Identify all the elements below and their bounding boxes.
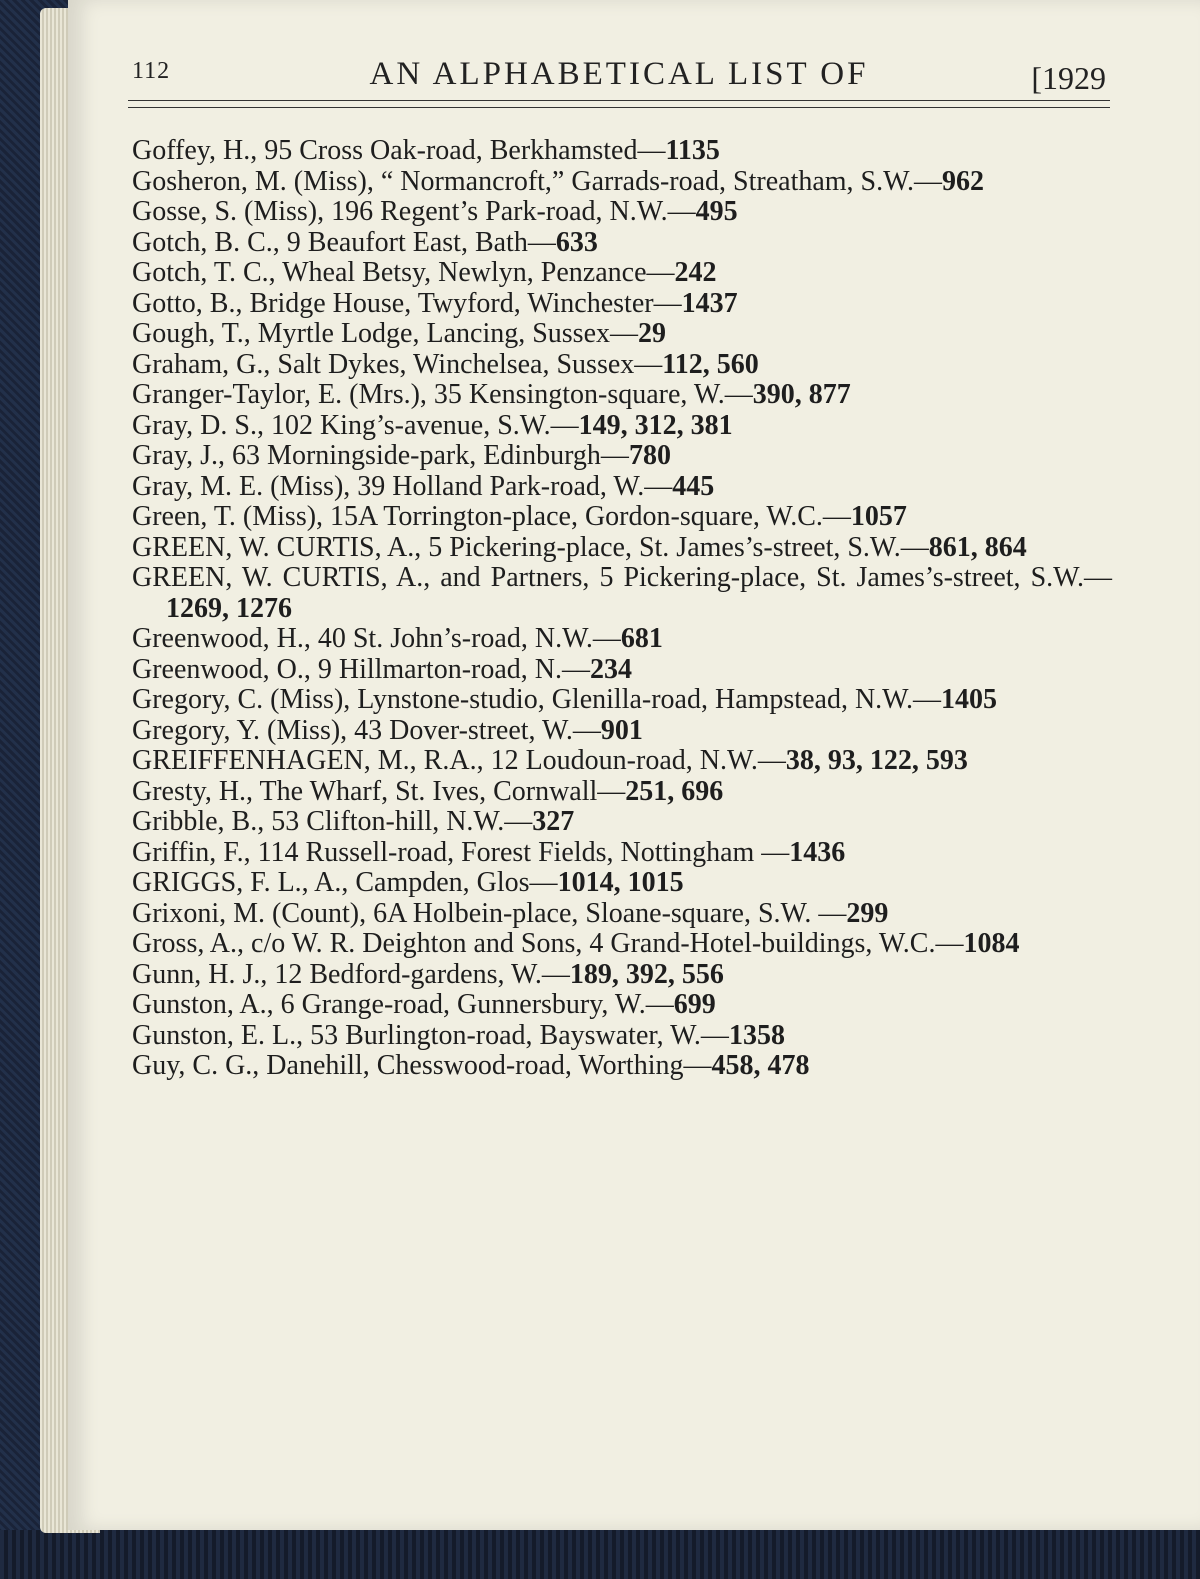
entry-text: Griffin, F., 114 Russell-road, Forest Fields, Nottingham — [132, 836, 790, 868]
list-item [132, 624, 1112, 655]
entry-text: Guy, C. G., Danehill, Chesswood-road, Worthing— [132, 1050, 712, 1081]
list-item [132, 746, 1112, 777]
entry-references: 962 [942, 165, 984, 197]
list-item [132, 838, 1112, 869]
list-item [132, 228, 1112, 259]
entry-references: 242 [674, 257, 717, 288]
entry-text: Granger-Taylor, E. (Mrs.), 35 Kensington-square, W.— [132, 379, 753, 410]
entry-text: GREEN, W. CURTIS, A., and Partners, 5 Pickering-place, St. James’s-street, S.W.— [132, 562, 1112, 593]
entry-text: Gresty, H., The Wharf, St. Ives, Cornwall— [132, 775, 626, 807]
entry-references: 1436 [789, 836, 846, 868]
entry-references: 861, 864 [928, 531, 1027, 563]
entry-references: 681 [620, 623, 663, 654]
list-item [132, 716, 1112, 747]
list-item [132, 868, 1112, 899]
entry-references: 1084 [963, 928, 1020, 959]
entry-references: 780 [628, 440, 671, 471]
entry-text: Gribble, B., 53 Clifton-hill, N.W.— [132, 806, 533, 837]
entry-text: Gunn, H. J., 12 Bedford-gardens, W.— [132, 958, 570, 990]
list-item [132, 441, 1112, 472]
header-year: [1929 [1031, 60, 1106, 96]
page-title: AN ALPHABETICAL LIST OF [369, 56, 869, 92]
entry-text: Gosheron, M. (Miss), “ Normancroft,” Garrads-road, Streatham, S.W.— [132, 165, 942, 197]
list-item [132, 1051, 1112, 1082]
entry-text: Gosse, S. (Miss), 196 Regent’s Park-road, N.W.— [132, 196, 696, 227]
list-item [132, 899, 1112, 930]
entry-text: Gotch, B. C., 9 Beaufort East, Bath— [132, 226, 556, 258]
list-item [132, 655, 1112, 686]
entry-text: Gotch, T. C., Wheal Betsy, Newlyn, Penzance— [132, 257, 675, 288]
entry-text: Grixoni, M. (Count), 6A Holbein-place, Sloane-square, S.W. — [132, 897, 847, 929]
entry-references: 1437 [681, 287, 738, 319]
entry-text: Gunston, E. L., 53 Burlington-road, Bayswater, W.— [132, 1019, 729, 1051]
entry-references: 1358 [728, 1019, 785, 1051]
entry-text: Gray, J., 63 Morningside-park, Edinburgh— [132, 440, 629, 471]
list-item [132, 350, 1112, 381]
list-item [132, 533, 1112, 564]
entry-references: 445 [672, 470, 715, 502]
list-item [132, 685, 1112, 716]
header-double-rule [128, 100, 1110, 108]
entry-list [132, 136, 1112, 1082]
list-item [132, 960, 1112, 991]
list-item [132, 289, 1112, 320]
list-item [132, 990, 1112, 1021]
entry-text: Gregory, C. (Miss), Lynstone-studio, Glenilla-road, Hampstead, N.W.— [132, 684, 942, 715]
list-item [132, 167, 1112, 198]
entry-references: 458, 478 [711, 1050, 810, 1081]
entry-text: GRIGGS, F. L., A., Campden, Glos— [132, 867, 558, 898]
entry-references: 633 [555, 226, 598, 258]
entry-text: Gotto, B., Bridge House, Twyford, Winchester— [132, 287, 682, 319]
entry-text: Green, T. (Miss), 15A Torrington-place, Gordon-square, W.C.— [132, 501, 851, 532]
list-item [132, 258, 1112, 289]
entry-text: Gunston, A., 6 Grange-road, Gunnersbury, W.— [132, 989, 674, 1020]
entry-references: 495 [695, 196, 738, 227]
entry-text: Gross, A., c/o W. R. Deighton and Sons, 4 Grand-Hotel-buildings, W.C.— [132, 928, 964, 959]
entry-references: 699 [673, 989, 716, 1020]
list-item [132, 777, 1112, 808]
book-cover-bottom-edge [0, 1530, 1200, 1579]
list-item [132, 807, 1112, 838]
entry-text: Gough, T., Myrtle Lodge, Lancing, Sussex— [132, 318, 639, 349]
entry-references: 390, 877 [752, 379, 851, 410]
entry-text: Gregory, Y. (Miss), 43 Dover-street, W.— [132, 714, 601, 746]
entry-text: GREEN, W. CURTIS, A., 5 Pickering-place, St. James’s-street, S.W.— [132, 531, 929, 563]
list-item [132, 319, 1112, 350]
entry-references: 251, 696 [625, 775, 724, 807]
entry-text: Gray, M. E. (Miss), 39 Holland Park-road, W.— [132, 470, 673, 502]
list-item [132, 502, 1112, 533]
entry-text: Greenwood, O., 9 Hillmarton-road, N.— [132, 653, 591, 685]
entry-references: 38, 93, 122, 593 [785, 745, 968, 776]
entry-text: Graham, G., Salt Dykes, Winchelsea, Sussex— [132, 348, 663, 380]
list-item [132, 136, 1112, 167]
entry-references: 1269, 1276 [166, 592, 292, 624]
entry-text: GREIFFENHAGEN, M., R.A., 12 Loudoun-road, N.W.— [132, 745, 786, 776]
entry-text: Goffey, H., 95 Cross Oak-road, Berkhamsted— [132, 135, 666, 166]
entry-text: Gray, D. S., 102 King’s-avenue, S.W.— [132, 409, 579, 441]
entry-references: 234 [590, 653, 633, 685]
entry-references: 1135 [665, 135, 720, 166]
entry-references: 901 [600, 714, 643, 746]
list-item [132, 563, 1112, 624]
list-item [132, 197, 1112, 228]
entry-text: Greenwood, H., 40 St. John’s-road, N.W.— [132, 623, 621, 654]
entry-references: 29 [638, 318, 667, 349]
entry-references: 1405 [941, 684, 998, 715]
entry-references: 149, 312, 381 [578, 409, 733, 441]
entry-references: 189, 392, 556 [569, 958, 724, 990]
list-item [132, 929, 1112, 960]
entry-references: 1057 [850, 501, 907, 532]
entry-references: 327 [532, 806, 575, 837]
running-header [128, 50, 1110, 100]
list-item [132, 380, 1112, 411]
entry-references: 112, 560 [662, 348, 759, 380]
entry-references: 1014, 1015 [557, 867, 684, 898]
list-item [132, 472, 1112, 503]
entry-references: 299 [846, 897, 889, 929]
page-number: 112 [132, 58, 171, 84]
list-item [132, 1021, 1112, 1052]
list-item [132, 411, 1112, 442]
